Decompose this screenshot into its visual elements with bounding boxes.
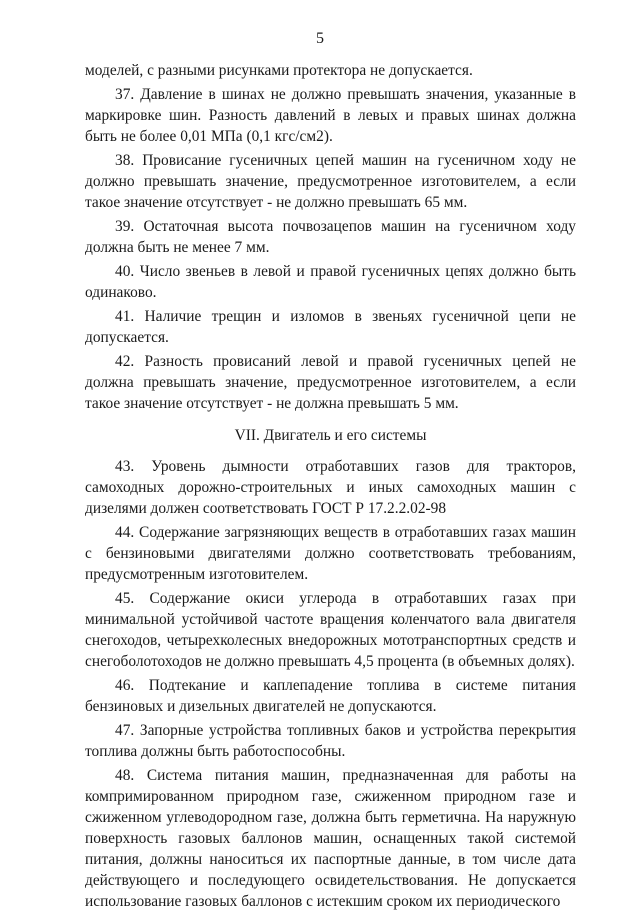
paragraph-44: 44. Содержание загрязняющих веществ в отработавших газах машин с бензиновыми двигателями должно соответствовать требованиям, предусмотренным изготовителем. <box>85 524 576 583</box>
section-paragraphs-before <box>85 60 576 414</box>
paragraph-40: 40. Число звеньев в левой и правой гусеничных цепях должно быть одинаково. <box>85 263 576 301</box>
paragraph-36-tail: моделей, с разными рисунками протектора не допускается. <box>85 62 473 79</box>
page-number: 5 <box>316 30 324 47</box>
document-body <box>85 60 576 912</box>
paragraph-38: 38. Провисание гусеничных цепей машин на гусеничном ходу не должно превышать значение, предусмотренное изготовителем, а если такое значение отсутствует - не должно превышать 65 мм. <box>85 152 576 211</box>
paragraph-43: 43. Уровень дымности отработавших газов для тракторов, самоходных дорожно-строительных и иных самоходных машин с дизелями должен соответствовать ГОСТ Р 17.2.2.02-98 <box>85 458 576 517</box>
paragraph-39: 39. Остаточная высота почвозацепов машин на гусеничном ходу должна быть не менее 7 мм. <box>85 218 576 256</box>
paragraph-47: 47. Запорные устройства топливных баков и устройства перекрытия топлива должны быть работоспособны. <box>85 722 576 760</box>
paragraph-42: 42. Разность провисаний левой и правой гусеничных цепей не должна превышать значение, предусмотренное изготовителем, а если такое значение отсутствует - не должна превышать 5 мм. <box>85 353 576 412</box>
section-paragraphs-after <box>85 456 576 912</box>
paragraph-45: 45. Содержание окиси углерода в отработавших газах при минимальной устойчивой частоте вращения коленчатого вала двигателя снегоходов, четырехколесных внедорожных мототранспортных средств и снегоболотоходов не должно превышать 4,5 процента (в объемных долях). <box>85 590 576 670</box>
paragraph-46: 46. Подтекание и каплепадение топлива в системе питания бензиновых и дизельных двигателей не допускаются. <box>85 677 576 715</box>
paragraph-41: 41. Наличие трещин и изломов в звеньях гусеничной цепи не допускается. <box>85 308 576 346</box>
paragraph-37: 37. Давление в шинах не должно превышать значения, указанные в маркировке шин. Разность давлений в левых и правых шинах должна быть не более 0,01 МПа (0,1 кгс/см2). <box>85 86 576 145</box>
section-heading: VII. Двигатель и его системы <box>234 427 427 444</box>
paragraph-48: 48. Система питания машин, предназначенная для работы на компримированном природном газе, сжиженном природном газе и сжиженном углеводородном газе, должна быть герметична. На наружную поверхность газовых баллонов машин, оснащенных такой системой питания, должны наноситься их паспортные данные, в том числе дата действующего и последующего освидетельствования. Не допускается использование газовых баллонов с истекшим сроком их периодического <box>85 767 576 910</box>
